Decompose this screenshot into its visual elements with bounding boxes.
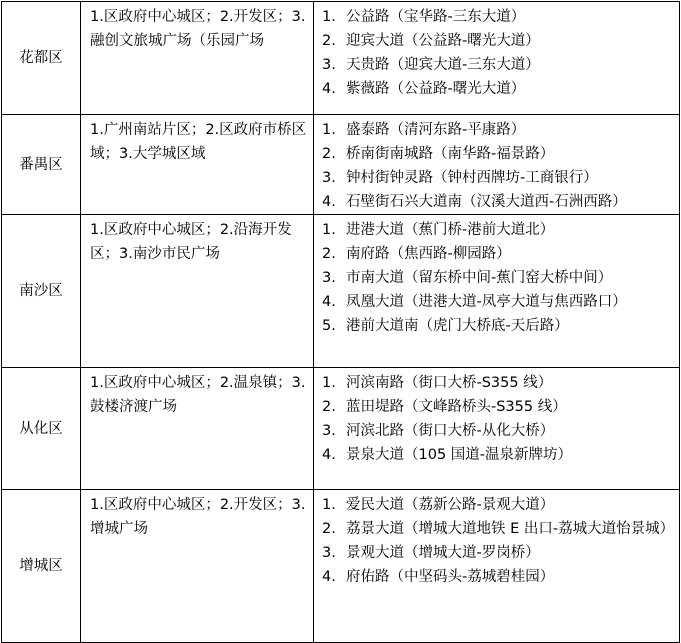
road-number: 3.: [322, 170, 336, 186]
road-number: 4.: [322, 569, 336, 585]
road-item: [322, 242, 679, 266]
road-text: 蓝田堤路（文峰路桥头-S355 线）: [346, 399, 567, 415]
district-cell: 南沙区: [2, 215, 81, 368]
table-row-zengcheng: [2, 490, 680, 643]
road-text: 钟村街钟灵路（钟村西牌坊-工商银行）: [346, 170, 598, 186]
road-item: [322, 517, 679, 541]
roads-cell: [314, 215, 680, 368]
road-number: 2.: [322, 246, 336, 262]
road-item: [322, 266, 679, 290]
road-item: [322, 541, 679, 565]
areas-cell: [81, 115, 314, 215]
table-body: [2, 2, 680, 643]
road-item: [322, 190, 679, 214]
road-item: [322, 118, 679, 142]
road-item: [322, 77, 679, 101]
road-number: 1.: [322, 222, 336, 238]
road-number: 4.: [322, 447, 336, 463]
road-list: [314, 115, 679, 214]
road-number: 4.: [322, 81, 336, 97]
road-item: [322, 218, 679, 242]
road-text: 爱民大道（荔新公路-景观大道）: [346, 497, 555, 513]
road-text: 公益路（宝华路-三东大道）: [346, 9, 526, 25]
road-number: 3.: [322, 57, 336, 73]
district-road-table: [1, 1, 680, 643]
roads-cell: [314, 490, 680, 643]
road-number: 1.: [322, 122, 336, 138]
road-text: 港前大道南（虎门大桥底-天后路）: [346, 318, 569, 334]
table-row-conghua: [2, 368, 680, 490]
road-number: 1.: [322, 9, 336, 25]
road-number: 4.: [322, 294, 336, 310]
areas-text: 1.区政府中心城区；2.开发区；3.融创文旅城广场（乐园广场: [90, 9, 306, 49]
road-text: 河滨北路（街口大桥-从化大桥）: [346, 423, 555, 439]
road-number: 5.: [322, 318, 336, 334]
areas-text: 1.区政府中心城区；2.沿海开发区；3.南沙市民广场: [90, 222, 292, 262]
road-text: 河滨南路（街口大桥-S355 线）: [346, 375, 553, 391]
road-item: [322, 29, 679, 53]
road-text: 景观大道（增城大道-罗岗桥）: [346, 545, 540, 561]
road-item: [322, 443, 679, 467]
areas-cell: [81, 2, 314, 115]
road-list: [314, 215, 679, 338]
road-list: [314, 490, 679, 589]
road-text: 景泉大道（105 国道-温泉新牌坊）: [346, 447, 573, 463]
road-item: [322, 371, 679, 395]
areas-text: 1.区政府中心城区；2.开发区；3.增城广场: [90, 497, 306, 537]
road-text: 紫薇路（公益路-曙光大道）: [346, 81, 526, 97]
road-number: 2.: [322, 146, 336, 162]
road-text: 桥南街南城路（南华路-福景路）: [346, 146, 555, 162]
table-row-huadu: [2, 2, 680, 115]
areas-text: 1.区政府中心城区；2.温泉镇；3.鼓楼济渡广场: [90, 375, 306, 415]
road-text: 石壁街石兴大道南（汉溪大道西-石洲西路）: [346, 194, 627, 210]
roads-cell: [314, 2, 680, 115]
district-cell: 番禺区: [2, 115, 81, 215]
road-number: 2.: [322, 33, 336, 49]
road-item: [322, 395, 679, 419]
district-cell: 增城区: [2, 490, 81, 643]
road-text: 市南大道（留东桥中间-蕉门窑大桥中间）: [346, 270, 613, 286]
road-item: [322, 290, 679, 314]
road-text: 天贵路（迎宾大道-三东大道）: [346, 57, 540, 73]
road-number: 2.: [322, 399, 336, 415]
road-text: 南府路（焦西路-柳园路）: [346, 246, 511, 262]
road-text: 荔景大道（增城大道地铁 E 出口-荔城大道怡景城）: [346, 521, 675, 537]
road-text: 凤凰大道（进港大道-凤亭大道与焦西路口）: [346, 294, 627, 310]
roads-cell: [314, 115, 680, 215]
road-number: 1.: [322, 497, 336, 513]
table-row-panyu: [2, 115, 680, 215]
areas-text: 1.广州南站片区；2.区政府市桥区域；3.大学城区域: [90, 122, 307, 162]
road-text: 迎宾大道（公益路-曙光大道）: [346, 33, 540, 49]
road-item: [322, 5, 679, 29]
road-number: 3.: [322, 545, 336, 561]
road-list: [314, 2, 679, 101]
road-text: 盛泰路（清河东路-平康路）: [346, 122, 526, 138]
areas-cell: [81, 215, 314, 368]
road-number: 4.: [322, 194, 336, 210]
road-item: [322, 493, 679, 517]
road-item: [322, 314, 679, 338]
table-row-nansha: [2, 215, 680, 368]
areas-cell: [81, 490, 314, 643]
road-item: [322, 419, 679, 443]
road-item: [322, 166, 679, 190]
road-number: 3.: [322, 270, 336, 286]
road-number: 2.: [322, 521, 336, 537]
road-number: 3.: [322, 423, 336, 439]
road-item: [322, 142, 679, 166]
district-cell: 花都区: [2, 2, 81, 115]
road-item: [322, 53, 679, 77]
road-number: 1.: [322, 375, 336, 391]
road-text: 进港大道（蕉门桥-港前大道北）: [346, 222, 555, 238]
road-list: [314, 368, 679, 467]
road-item: [322, 565, 679, 589]
roads-cell: [314, 368, 680, 490]
areas-cell: [81, 368, 314, 490]
district-cell: 从化区: [2, 368, 81, 490]
road-text: 府佑路（中坚码头-荔城碧桂园）: [346, 569, 555, 585]
